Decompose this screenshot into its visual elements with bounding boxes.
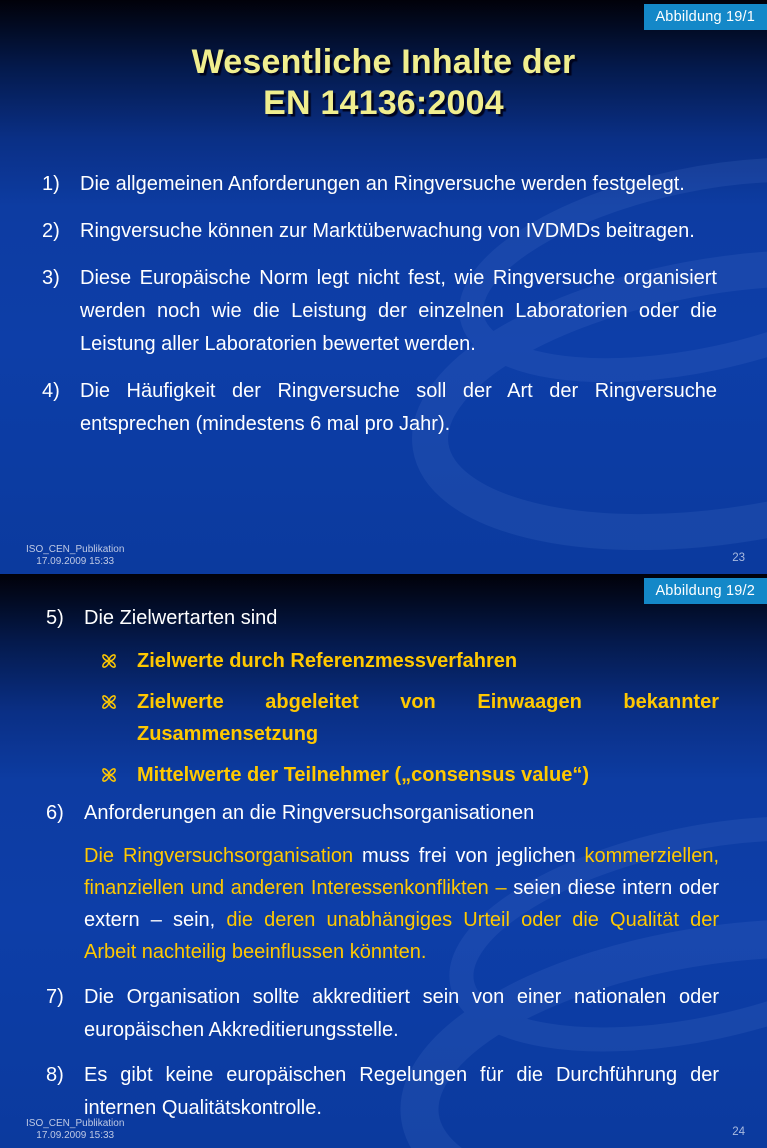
slide2-body [46, 602, 719, 1125]
list-item [42, 375, 717, 441]
paragraph-segment: seien diese intern oder extern – sein, [84, 877, 719, 931]
sub-bullet [100, 686, 719, 750]
footer-publication: ISO_CEN_Publikation [26, 544, 125, 555]
page-number: 23 [732, 552, 745, 564]
list-item-text: Die Organisation sollte akkreditiert sein von einer nationalen oder europäischen Akkreditierungsstelle. [84, 986, 719, 1041]
footer-datetime: 17.09.2009 15:33 [36, 1130, 115, 1141]
list-item-number: 7) [46, 986, 64, 1008]
list-item [46, 797, 719, 830]
list-item [46, 981, 719, 1047]
paragraph-segment: die deren unabhängiges Urteil oder die Qualität der Arbeit nachteilig beeinflussen könnten. [84, 909, 720, 963]
sub-bullet-text: Zielwerte abgeleitet von Einwaagen bekannter Zusammensetzung [137, 691, 719, 745]
sub-bullet [100, 759, 719, 791]
page-number: 24 [732, 1126, 745, 1138]
list-item-text: Die Zielwertarten sind [84, 607, 278, 629]
list-item-number: 3) [42, 267, 60, 289]
footer-publication: ISO_CEN_Publikation [26, 1118, 125, 1129]
slide1-body [42, 168, 717, 441]
paragraph-segment: kommerziellen, finanziellen und anderen Interessenkonflikten – [84, 845, 720, 899]
list-item [42, 168, 717, 201]
list-item [46, 1059, 719, 1125]
list-item [42, 262, 717, 361]
list-item-number: 5) [46, 607, 64, 629]
list-item-number: 4) [42, 380, 60, 402]
list-item [42, 215, 717, 248]
mixed-color-paragraph [46, 840, 719, 968]
slide-title-line2: EN 14136:2004 [263, 84, 504, 122]
sub-bullet-text: Mittelwerte der Teilnehmer („consensus value“) [137, 764, 589, 786]
paragraph-segment: muss frei von jeglichen [362, 845, 585, 867]
four-petal-bullet-icon [100, 766, 118, 784]
list-item-text: Es gibt keine europäischen Regelungen für die Durchführung der internen Qualitätskontrolle. [84, 1064, 719, 1119]
paragraph-segment: Die Ringversuchsorganisation [84, 845, 363, 867]
list-item-number: 6) [46, 802, 64, 824]
list-item-number: 2) [42, 220, 60, 242]
list-item-text: Anforderungen an die Ringversuchsorganisationen [84, 802, 535, 824]
list-item-text: Die allgemeinen Anforderungen an Ringversuche werden festgelegt. [80, 173, 685, 195]
sub-bullet [100, 645, 719, 677]
footer-datetime: 17.09.2009 15:33 [36, 556, 115, 567]
slide-title-line1: Wesentliche Inhalte der [191, 43, 576, 81]
list-item [46, 602, 719, 635]
figure-label: Abbildung 19/1 [644, 4, 767, 30]
four-petal-bullet-icon [100, 693, 118, 711]
slide-2 [0, 574, 767, 1148]
figure-label: Abbildung 19/2 [644, 578, 767, 604]
list-item-text: Diese Europäische Norm legt nicht fest, wie Ringversuche organisiert werden noch wie die Leistung der einzelnen Laboratorien oder die Leistung aller Laboratorien bewertet werden. [80, 267, 717, 355]
sub-bullet-text: Zielwerte durch Referenzmessverfahren [137, 650, 518, 672]
list-item-text: Ringversuche können zur Marktüberwachung von IVDMDs beitragen. [80, 220, 695, 242]
list-item-number: 8) [46, 1064, 64, 1086]
four-petal-bullet-icon [100, 652, 118, 670]
slide-footer [26, 544, 124, 568]
list-item-text: Die Häufigkeit der Ringversuche soll der Art der Ringversuche entsprechen (mindestens 6 mal pro Jahr). [80, 380, 717, 435]
list-item-number: 1) [42, 173, 60, 195]
slide-footer [26, 1118, 124, 1142]
slide-title [0, 42, 767, 124]
